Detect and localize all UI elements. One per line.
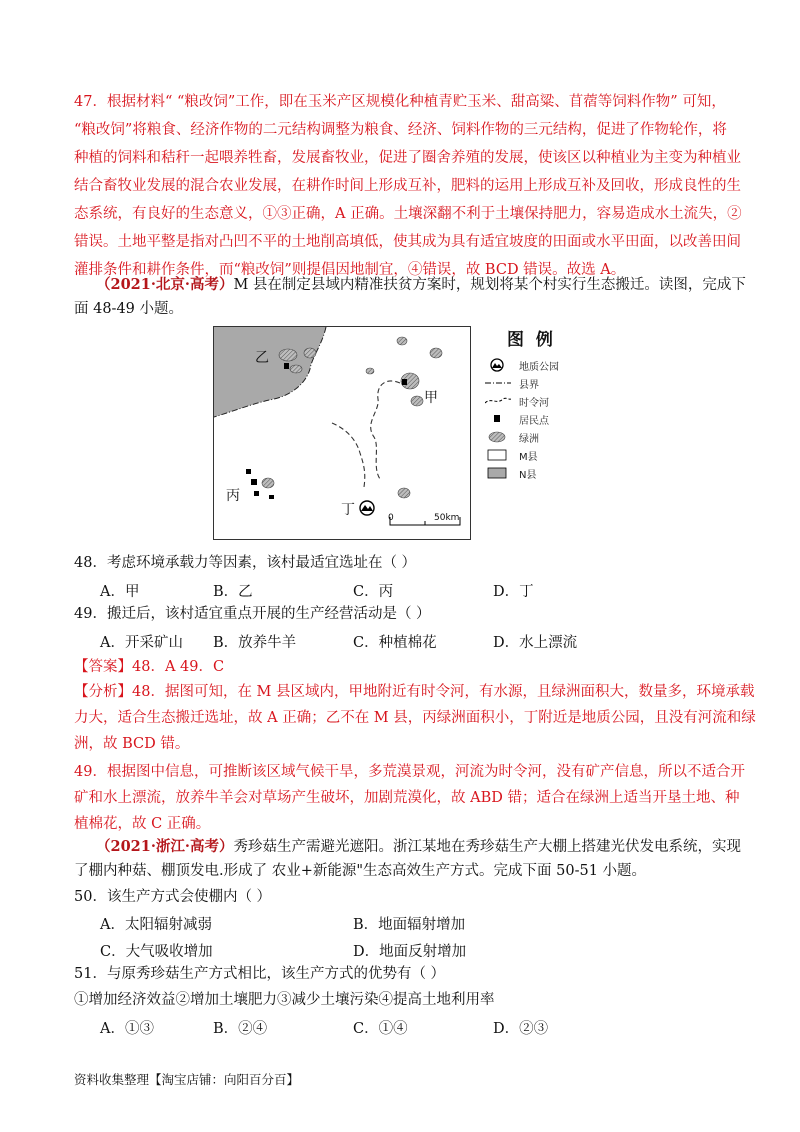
analysis-48-line: 【分析】48．据图可知，在 M 县区域内，甲地附近有时令河，有水源，且绿洲面积大，数量多，环境承载 xyxy=(74,684,755,700)
question-51-items: ①增加经济效益②增加土壤肥力③减少土壤污染④提高土地利用率 xyxy=(74,992,495,1008)
intro-text: M 县在制定县域内精准扶贫方案时，规划将某个村实行生态搬迁。读图，完成下 xyxy=(233,277,746,293)
settlement xyxy=(251,479,257,485)
intro-50-51 xyxy=(96,834,756,860)
intro-text: 秀珍菇生产需避光遮阳。浙江某地在秀珍菇生产大棚上搭建光伏发电系统，实现 xyxy=(233,839,741,855)
q50-option: D．地面反射增加 xyxy=(353,944,467,960)
analysis-47-line: 错误。土地平整是指对凸凹不平的土地削高填低，使其成为具有适宜坡度的田面或水平田面，以改善田间 xyxy=(74,234,741,250)
analysis-49-line: 矿和水上漂流，放养牛羊会对草场产生破坏，加剧荒漠化，故 ABD 错；适合在绿洲上适当开垦土地、种 xyxy=(74,790,740,806)
source-tag: （2021·北京·高考） xyxy=(96,276,234,293)
map-label-jia: 甲 xyxy=(424,390,438,406)
legend-label: M县 xyxy=(519,452,538,463)
analysis-47-line: “粮改饲”将粮食、经济作物的二元结构调整为粮食、经济、饲料作物的三元结构，促进了作物轮作，将 xyxy=(74,122,727,138)
oasis xyxy=(366,368,374,374)
intro-48-49 xyxy=(96,272,756,298)
settlement xyxy=(284,363,289,369)
q48-option: C．丙 xyxy=(353,584,394,600)
settlement xyxy=(402,379,407,385)
legend-item xyxy=(485,429,605,445)
oasis xyxy=(279,349,297,361)
map-figure xyxy=(213,326,471,540)
q51-option: C．①④ xyxy=(353,1021,408,1037)
oasis xyxy=(262,478,274,488)
settlement xyxy=(254,491,259,496)
legend-item xyxy=(485,393,605,409)
footer-credit: 资料收集整理【淘宝店铺：向阳百分百】 xyxy=(74,1072,300,1087)
legend-label: 地质公园 xyxy=(519,362,559,373)
question-50-stem: 50．该生产方式会使棚内（ ） xyxy=(74,889,272,905)
legend-label: 县界 xyxy=(519,380,539,391)
source-tag: （2021·浙江·高考） xyxy=(96,838,234,855)
analysis-47-line: 态系统，有良好的生态意义，①③正确，A 正确。土壤深翻不利于土壤保持肥力，容易造成水土流失，② xyxy=(74,206,742,222)
oasis-icon xyxy=(485,429,511,445)
q48-option: A．甲 xyxy=(100,584,140,600)
legend-item xyxy=(485,465,605,481)
legend-label: 时令河 xyxy=(519,398,549,409)
oasis xyxy=(430,348,442,358)
map-label-bing: 丙 xyxy=(226,488,240,504)
analysis-49-line: 49．根据图中信息，可推断该区域气候干旱，多荒漠景观，河流为时令河，没有矿产信息，所以不适合开 xyxy=(74,764,745,780)
q51-option: B．②④ xyxy=(213,1021,268,1037)
map-label-yi: 乙 xyxy=(255,350,269,366)
geopark-icon xyxy=(360,501,374,515)
answer-48-49: 【答案】48．A 49．C xyxy=(74,659,225,675)
legend-item xyxy=(485,447,605,463)
settlement xyxy=(246,469,251,474)
analysis-47-line: 结合畜牧业发展的混合农业发展，在耕作时间上形成互补，肥料的运用上形成互补及回收，形成良性的生 xyxy=(74,178,741,194)
legend-label: 居民点 xyxy=(519,416,549,427)
analysis-48-line: 力大，适合生态搬迁选址，故 A 正确；乙不在 M 县，丙绿洲面积小，丁附近是地质公园，且没有河流和绿 xyxy=(74,710,756,726)
geopark-icon xyxy=(485,357,511,373)
analysis-49-line: 植棉花，故 C 正确。 xyxy=(74,816,211,832)
q49-option: C．种植棉花 xyxy=(353,635,437,651)
legend-label: N县 xyxy=(519,470,537,481)
settlement-icon xyxy=(485,411,511,427)
oasis xyxy=(411,396,423,406)
analysis-47-line: 种植的饲料和秸秆一起喂养牲畜，发展畜牧业，促进了圈舍养殖的发展，使该区以种植业为主变为种植业 xyxy=(74,150,741,166)
legend-item xyxy=(485,357,605,373)
legend-item xyxy=(485,375,605,391)
q49-option: A．开采矿山 xyxy=(100,635,183,651)
q50-option: C．大气吸收增加 xyxy=(100,944,213,960)
seasonal-river-icon xyxy=(485,393,511,409)
m-county-icon xyxy=(485,447,511,463)
seasonal-river xyxy=(332,423,365,487)
map-label-ding: 丁 xyxy=(341,502,355,518)
q48-option: D．丁 xyxy=(493,584,534,600)
settlement xyxy=(269,495,274,499)
oasis xyxy=(304,348,316,358)
q51-option: A．①③ xyxy=(100,1021,154,1037)
q50-option: B．地面辐射增加 xyxy=(353,917,466,933)
map-legend xyxy=(485,325,635,495)
oasis xyxy=(290,365,302,373)
scale-end: 50km xyxy=(434,513,460,523)
analysis-48-line: 洲，故 BCD 错。 xyxy=(74,736,190,752)
scale-zero: 0 xyxy=(388,513,394,523)
county-boundary-icon xyxy=(485,375,511,391)
q51-option: D．②③ xyxy=(493,1021,549,1037)
oasis xyxy=(397,337,407,345)
oasis xyxy=(398,488,410,498)
q49-option: B．放养牛羊 xyxy=(213,635,297,651)
q49-option: D．水上漂流 xyxy=(493,635,578,651)
intro-48-49-cont: 面 48-49 小题。 xyxy=(74,301,184,317)
legend-title: 图 例 xyxy=(507,330,556,350)
n-county-icon xyxy=(485,465,511,481)
question-49-stem: 49．搬迁后，该村适宜重点开展的生产经营活动是（ ） xyxy=(74,606,431,622)
seasonal-river xyxy=(371,381,400,479)
q50-option: A．太阳辐射减弱 xyxy=(100,917,212,933)
intro-50-51-cont: 了棚内种菇、棚顶发电.形成了 农业+新能源"生态高效生产方式。完成下面 50-51 小题。 xyxy=(74,863,647,879)
analysis-47-line: 47．根据材料“ “粮改饲”工作，即在玉米产区规模化种植青贮玉米、甜高粱、苜蓿等饲料作物” 可知， xyxy=(74,94,726,110)
legend-label: 绿洲 xyxy=(519,434,539,445)
q48-option: B．乙 xyxy=(213,584,253,600)
question-48-stem: 48．考虑环境承载力等因素，该村最适宜选址在（ ） xyxy=(74,555,417,571)
question-51-stem: 51．与原秀珍菇生产方式相比，该生产方式的优势有（ ） xyxy=(74,966,446,982)
analysis-47-line: 灌排条件和耕作条件，而“粮改饲”则提倡因地制宜，④错误，故 BCD 错误。故选 A。 xyxy=(74,262,626,278)
legend-item xyxy=(485,411,605,427)
